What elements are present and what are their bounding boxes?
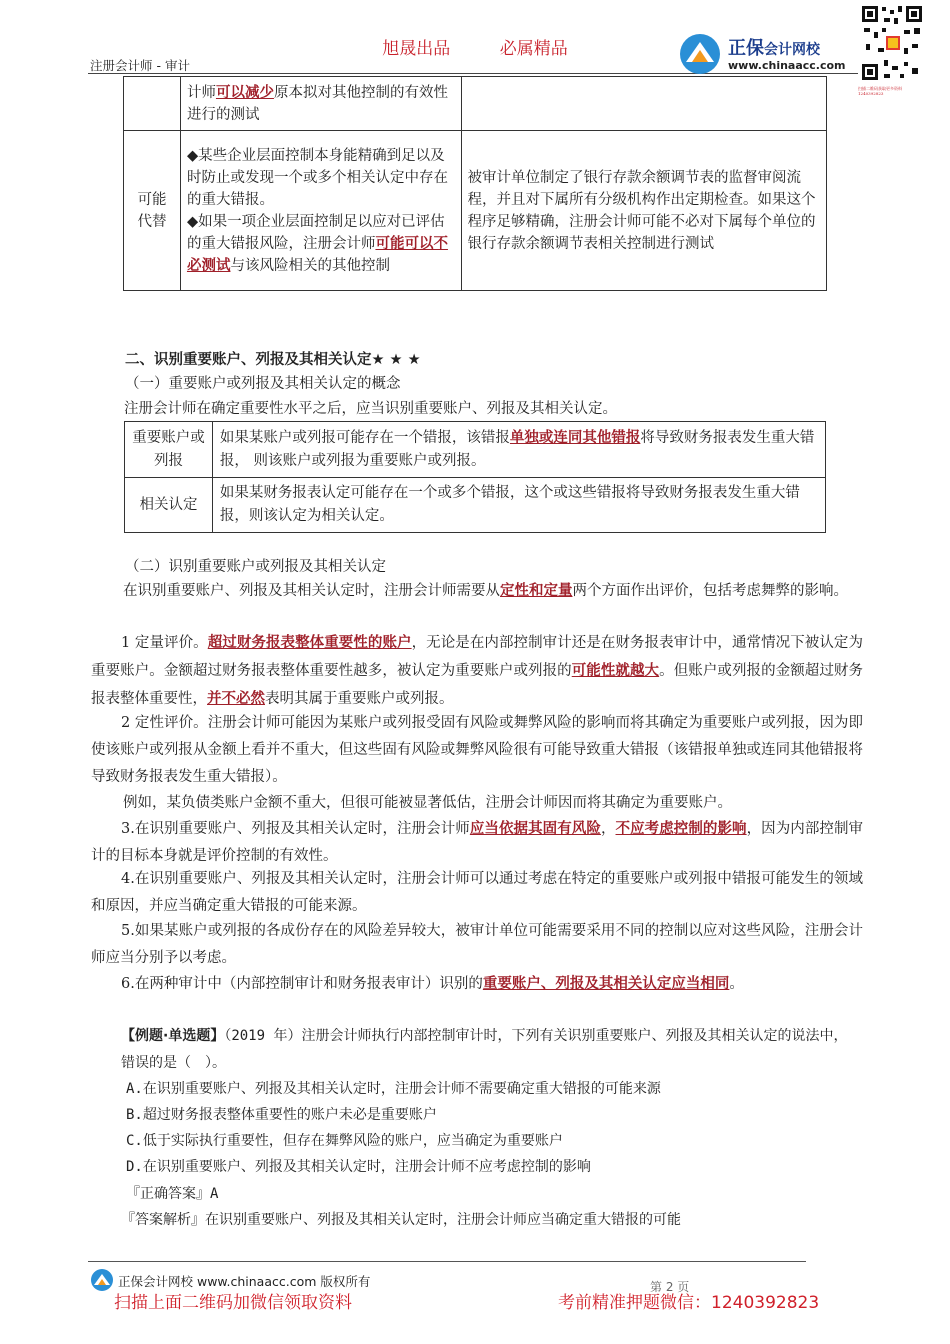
logo-name: 正保会计网校: [728, 38, 820, 59]
emphasis-text: 重要账户、列报及其相关认定应当相同: [482, 975, 730, 992]
table-cell: [124, 77, 181, 131]
option-a: A.在识别重要账户、列报及其相关认定时，注册会计师不需要确定重大错报的可能来源: [126, 1081, 661, 1097]
logo-url: www.chinaacc.com: [728, 59, 846, 72]
subsection-heading: （二）识别重要账户或列报及其相关认定: [125, 559, 386, 575]
paragraph: 例如，某负债类账户金额不重大，但很可能被显著低估，注册会计师因而将其确定为重要账户。: [123, 795, 732, 811]
logo-mark-icon: [678, 32, 722, 76]
option-c: C.低于实际执行重要性，但存在舞弊风险的账户，应当确定为重要账户: [126, 1133, 563, 1149]
answer-analysis: 『答案解析』在识别重要账户、列报及其相关认定时，注册会计师应当确定重大错报的可能: [121, 1212, 681, 1228]
option-b: B.超过财务报表整体重要性的账户未必是重要账户: [126, 1107, 437, 1123]
qr-caption: 扫描二维码获取更多资料 1240392823: [858, 86, 902, 96]
paragraph: 在识别重要账户、列报及其相关认定时，注册会计师需要从定性和定量两个方面作出评价，包括考虑舞弊的影响。: [123, 582, 848, 599]
row-label: 可能代替: [124, 131, 181, 291]
example-tag: 【例题·单选题】: [121, 1028, 225, 1044]
intro-paragraph: 注册会计师在确定重要性水平之后，应当识别重要账户、列报及其相关认定。: [124, 401, 617, 417]
table-cell: 如果某账户或列报可能存在一个错报，该错报单独或连同其他错报将导致财务报表发生重大错报， 则该账户或列报为重要账户或列报。: [212, 422, 825, 478]
emphasis-text: 定性和定量: [500, 582, 573, 599]
emphasis-text: 单独或连同其他错报: [509, 429, 641, 446]
example-question: [121, 1023, 861, 1076]
correct-answer: 『正确答案』A: [126, 1186, 219, 1202]
table-row: [125, 478, 826, 533]
footer-rule: [88, 1261, 806, 1262]
paragraph: 2 定性评价。注册会计师可能因为某账户或列报受固有风险或舞弊风险的影响而将其确定为重要账户或列报，因为即使该账户或列报从金额上看并不重大，但这些固有风险或舞弊风险很有可能导致重大错报（该错报单独或连同其他错报将导致财务报表发生重大错报）。: [91, 715, 863, 785]
row-label: 重要账户或列报: [125, 422, 213, 478]
footer-promo-left: 扫描上面二维码加微信领取资料: [114, 1293, 352, 1313]
table-cell: 如果某财务报表认定可能存在一个或多个错报，这个或这些错报将导致财务报表发生重大错报，则该认定为相关认定。: [212, 478, 825, 533]
paragraph: 1 定量评价。超过财务报表整体重要性的账户，无论是在内部控制审计还是在财务报表审计中，通常情况下被认定为重要账户。金额超过财务报表整体重要性越多，被认定为重要账户或列报的可能性就越大。但账户或列报的金额超过财务报表整体重要性，并不必然表明其属于重要账户或列报。: [91, 634, 864, 707]
example-stem: （2019 年）注册会计师执行内部控制审计时，下列有关识别重要账户、列报及其相关认定的说法中，错误的是（ ）。: [121, 1028, 848, 1071]
footer-promo-right: 考前精准押题微信：1240392823: [558, 1293, 820, 1313]
section-heading: 二、识别重要账户、列报及其相关认定★ ★ ★: [125, 352, 421, 368]
page-number: 第 2 页: [650, 1280, 690, 1294]
emphasis-text: 并不必然: [207, 690, 265, 707]
table-row: [125, 422, 826, 478]
control-table: [123, 76, 827, 291]
table-row: [124, 131, 827, 291]
option-d: D.在识别重要账户、列报及其相关认定时，注册会计师不应考虑控制的影响: [126, 1159, 591, 1175]
paragraph: 5.如果某账户或列报的各成份存在的风险差异较大，被审计单位可能需要采用不同的控制以应对这些风险，注册会计师应当分别予以考虑。: [91, 923, 863, 966]
table-row: [124, 77, 827, 131]
footer-copyright: 正保会计网校 www.chinaacc.com 版权所有: [118, 1274, 371, 1289]
paragraph: 6.在两种审计中（内部控制审计和财务报表审计）识别的重要账户、列报及其相关认定应当相同。: [121, 975, 744, 992]
emphasis-text: 可能可以不必测试: [186, 234, 448, 274]
header-subject: 注册会计师 - 审计: [90, 58, 190, 73]
emphasis-text: 可能性就越大: [571, 662, 660, 679]
row-label: 相关认定: [125, 478, 213, 533]
definition-table: [124, 421, 826, 533]
emphasis-text: 超过财务报表整体重要性的账户: [207, 634, 412, 651]
paragraph: 3.在识别重要账户、列报及其相关认定时，注册会计师应当依据其固有风险，不应考虑控制的影响，因为内部控制审计的目标本身就是评价控制的有效性。: [91, 820, 864, 864]
paragraph: 4.在识别重要账户、列报及其相关认定时，注册会计师可以通过考虑在特定的重要账户或列报中错报可能发生的领域和原因，并应当确定重大错报的可能来源。: [91, 871, 863, 914]
emphasis-text: 应当依据其固有风险: [469, 820, 601, 837]
emphasis-text: 不应考虑控制的影响: [615, 820, 747, 837]
table-cell: 计师可以减少原本拟对其他控制的有效性进行的测试: [180, 77, 461, 131]
qr-code-icon: [860, 4, 924, 82]
footer-logo-icon: [90, 1268, 114, 1292]
promo-left: 旭晟出品: [382, 39, 451, 59]
emphasis-text: 可以减少: [215, 83, 274, 101]
table-cell: [461, 77, 826, 131]
subsection-heading: （一）重要账户或列报及其相关认定的概念: [125, 376, 401, 392]
chinaacc-logo: [676, 30, 858, 76]
promo-right: 必属精品: [499, 39, 568, 59]
table-cell: ◆某些企业层面控制本身能精确到足以及时防止或发现一个或多个相关认定中存在的重大错报。 ◆如果一项企业层面控制足以应对已评估的重大错报风险，注册会计师可能可以不必测试与该风险相关的其他控制: [180, 131, 461, 291]
table-cell: 被审计单位制定了银行存款余额调节表的监督审阅流程，并且对下属所有分级机构作出定期检查。如果这个程序足够精确，注册会计师可能不必对下属每个单位的银行存款余额调节表相关控制进行测试: [461, 131, 826, 291]
